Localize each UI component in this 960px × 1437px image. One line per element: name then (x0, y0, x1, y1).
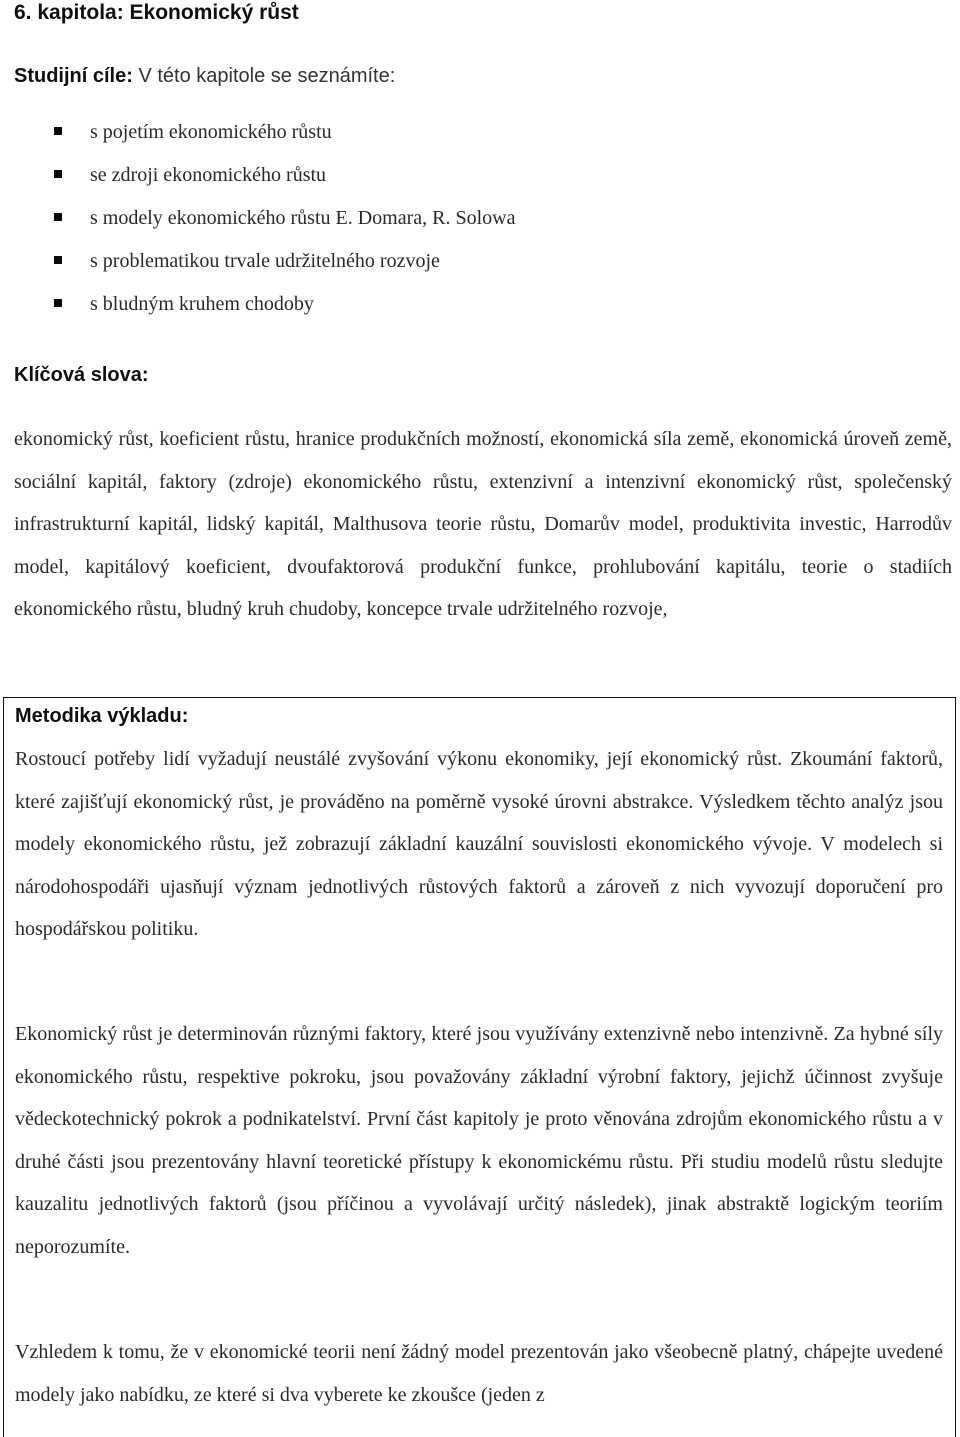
keywords-text: ekonomický růst, koeficient růstu, hranice produkčních možností, ekonomická síla země, ekonomická úroveň země, sociální kapitál, faktory (zdroje) ekonomického růstu, extenzivní a intenzivní ekonomický růst, společenský infrastrukturní kapitál, lidský kapitál, Malthusova teorie růstu, Domarův model, produktivita investic, Harrodův model, kapitálový koeficient, dvoufaktorová produkční funkce, prohlubování kapitálu, teorie o stadiích ekonomického růstu, bludný kruh chudoby, koncepce trvale udržitelného rozvoje, (14, 428, 952, 621)
method-paragraph: Ekonomický růst je determinován různými faktory, které jsou využívány extenzivně nebo intenzivně. Za hybné síly ekonomického růstu, respektive pokroku, jsou považovány základní výrobní faktory, jejichž účinnost zvyšuje vědeckotechnický pokrok a podnikatelství. První část kapitoly je proto věnována zdrojům ekonomického růstu a v druhé části jsou prezentovány hlavní teoretické přístupy k ekonomickému růstu. Při studiu modelů růstu sledujte kauzalitu jednotlivých faktorů (jsou příčinou a vyvolávají určitý následek), jinak abstraktě logickým teoriím neporozumíte. (15, 1023, 943, 1258)
list-item (50, 205, 516, 248)
method-heading: Metodika výkladu: (15, 705, 189, 727)
square-bullet-icon (54, 127, 62, 135)
list-item-text: se zdroji ekonomického růstu (90, 164, 327, 186)
list-item-text: s modely ekonomického růstu E. Domara, R. Solowa (90, 207, 516, 229)
method-paragraph: Rostoucí potřeby lidí vyžadují neustálé zvyšování výkonu ekonomiky, její ekonomický růst. Zkoumání faktorů, které zajišťují ekonomický růst, je prováděno na poměrně vysoké úrovni abstrakce. Výsledkem těchto analýz jsou modely ekonomického růstu, jež zobrazují základní kauzální souvislosti ekonomického vývoje. V modelech si národohospodáři ujasňují význam jednotlivých růstových faktorů a zároveň z nich vyvozují doporučení pro hospodářskou politiku. (15, 748, 943, 941)
method-box (3, 697, 956, 1437)
list-item (50, 248, 516, 291)
study-goals-list (50, 119, 516, 334)
study-goals-line (14, 63, 395, 89)
square-bullet-icon (54, 299, 62, 307)
list-item (50, 291, 516, 334)
keywords-heading: Klíčová slova: (14, 364, 149, 386)
square-bullet-icon (54, 213, 62, 221)
list-item (50, 119, 516, 162)
list-item-text: s problematikou trvale udržitelného rozvoje (90, 250, 440, 272)
list-item-text: s pojetím ekonomického růstu (90, 121, 332, 143)
study-goals-intro: V této kapitole se seznámíte: (132, 65, 396, 87)
list-item-text: s bludným kruhem chodoby (90, 293, 314, 315)
square-bullet-icon (54, 170, 62, 178)
square-bullet-icon (54, 256, 62, 264)
chapter-title: 6. kapitola: Ekonomický růst (14, 1, 299, 24)
list-item (50, 162, 516, 205)
method-paragraph: Vzhledem k tomu, že v ekonomické teorii není žádný model prezentován jako všeobecně platný, chápejte uvedené modely jako nabídku, ze které si dva vyberete ke zkoušce (jeden z (15, 1341, 943, 1406)
study-goals-label: Studijní cíle: (14, 65, 133, 87)
